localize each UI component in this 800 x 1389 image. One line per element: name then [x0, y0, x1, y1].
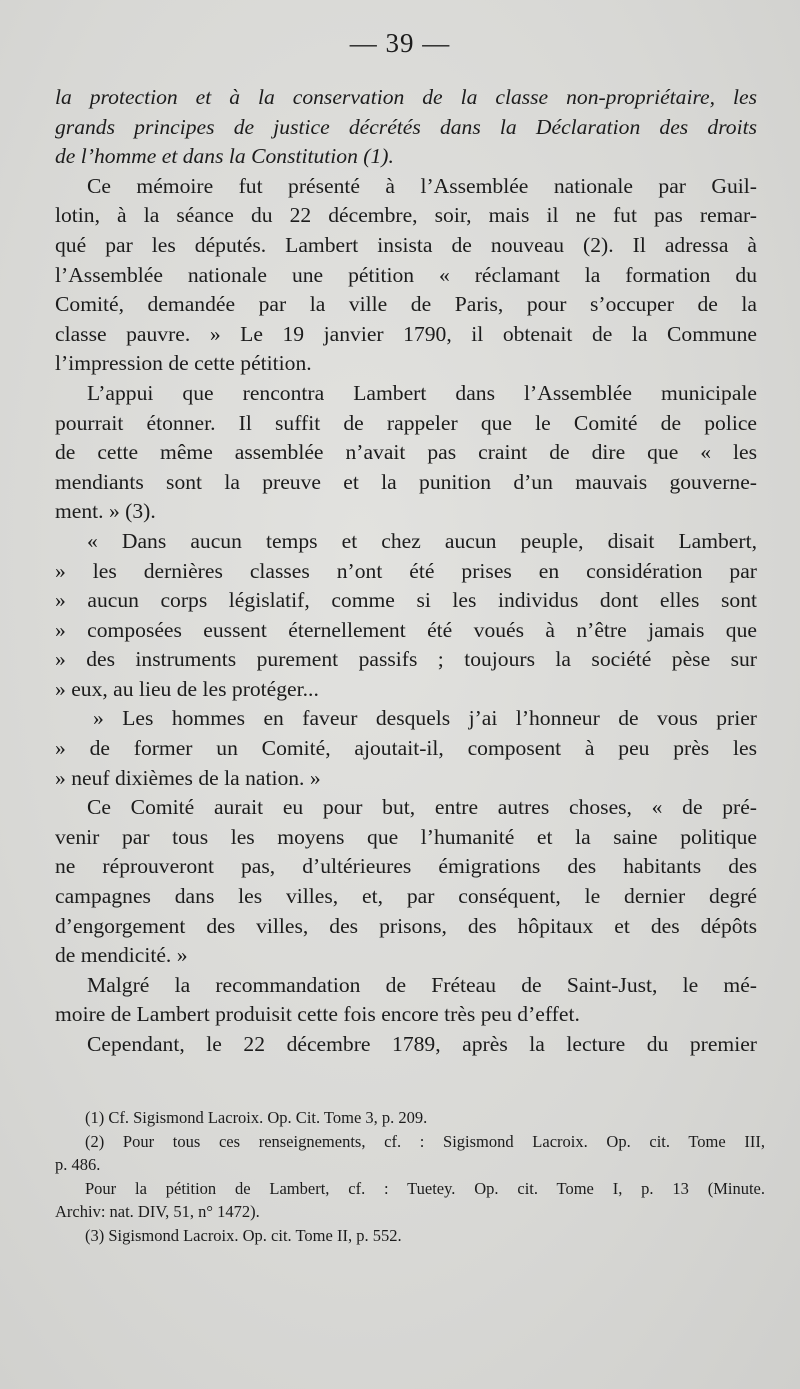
footnote-line: (3) Sigismond Lacroix. Op. cit. Tome II, p. 552.	[85, 1225, 402, 1245]
page-number: — 39 —	[349, 28, 451, 58]
text-line: » des instruments purement passifs ; toujours la société pèse sur	[55, 647, 757, 672]
text-line: d’engorgement des villes, des prisons, des hôpitaux et des dépôts	[55, 913, 757, 938]
text-line: » les dernières classes n’ont été prises en considération par	[55, 558, 757, 583]
footnote-line: p. 486.	[55, 1155, 101, 1175]
text-line: classe pauvre. » Le 19 janvier 1790, il obtenait de la Commune	[55, 321, 757, 346]
text-line: Ce Comité aurait eu pour but, entre autres choses, « de pré-	[87, 795, 757, 820]
text-line: ne réprouveront pas, d’ultérieures émigrations des habitants des	[55, 854, 757, 879]
text-line: « Dans aucun temps et chez aucun peuple, disait Lambert,	[87, 528, 757, 553]
text-line: de l’homme et dans la Constitution (1).	[55, 144, 394, 169]
text-line: venir par tous les moyens que l’humanité et la saine politique	[55, 824, 757, 849]
text-line: de mendicité. »	[55, 943, 188, 968]
footnotes	[55, 1106, 765, 1248]
text-line: L’appui que rencontra Lambert dans l’Assemblée municipale	[87, 380, 757, 405]
footnote-line: (2) Pour tous ces renseignements, cf. : Sigismond Lacroix. Op. cit. Tome III,	[85, 1131, 765, 1151]
footnote-line: Pour la pétition de Lambert, cf. : Tuetey. Op. cit. Tome I, p. 13 (Minute.	[85, 1178, 765, 1198]
text-line: l’Assemblée nationale une pétition « réclamant la formation du	[55, 262, 757, 287]
text-line: de cette même assemblée n’avait pas craint de dire que « les	[55, 440, 757, 465]
text-line: » composées eussent éternellement été voués à n’être jamais que	[55, 617, 757, 642]
text-line: » de former un Comité, ajoutait-il, composent à peu près les	[55, 736, 757, 761]
text-line: la protection et à la conservation de la classe non-propriétaire, les	[55, 85, 757, 109]
text-line: campagnes dans les villes, et, par conséquent, le dernier degré	[55, 884, 757, 909]
text-line: Malgré la recommandation de Fréteau de Saint-Just, le mé-	[87, 972, 757, 997]
text-line: qué par les députés. Lambert insista de nouveau (2). Il adressa à	[55, 232, 757, 257]
text-line: moire de Lambert produisit cette fois encore très peu d’effet.	[55, 1002, 580, 1027]
text-line: » neuf dixièmes de la nation. »	[55, 765, 321, 790]
text-line: ment. » (3).	[55, 499, 156, 524]
text-line: Ce mémoire fut présenté à l’Assemblée nationale par Guil-	[87, 173, 757, 198]
body-text	[55, 83, 757, 1060]
text-line: grands principes de justice décrétés dans la Déclaration des droits	[55, 114, 757, 139]
text-line: Comité, demandée par la ville de Paris, pour s’occuper de la	[55, 292, 757, 317]
footnote-line: (1) Cf. Sigismond Lacroix. Op. Cit. Tome 3, p. 209.	[85, 1108, 428, 1127]
text-line: » Les hommes en faveur desquels j’ai l’honneur de vous prier	[93, 706, 757, 731]
text-line: » aucun corps législatif, comme si les individus dont elles sont	[55, 588, 757, 613]
text-line: mendiants sont la preuve et la punition d’un mauvais gouverne-	[55, 469, 757, 494]
text-line: » eux, au lieu de les protéger...	[55, 676, 319, 701]
text-line: l’impression de cette pétition.	[55, 351, 312, 376]
footnote-line: Archiv: nat. DIV, 51, n° 1472).	[55, 1202, 260, 1222]
text-line: Cependant, le 22 décembre 1789, après la lecture du premier	[87, 1032, 757, 1056]
text-line: pourrait étonner. Il suffit de rappeler que le Comité de police	[55, 410, 757, 435]
text-line: lotin, à la séance du 22 décembre, soir, mais il ne fut pas remar-	[55, 203, 757, 228]
